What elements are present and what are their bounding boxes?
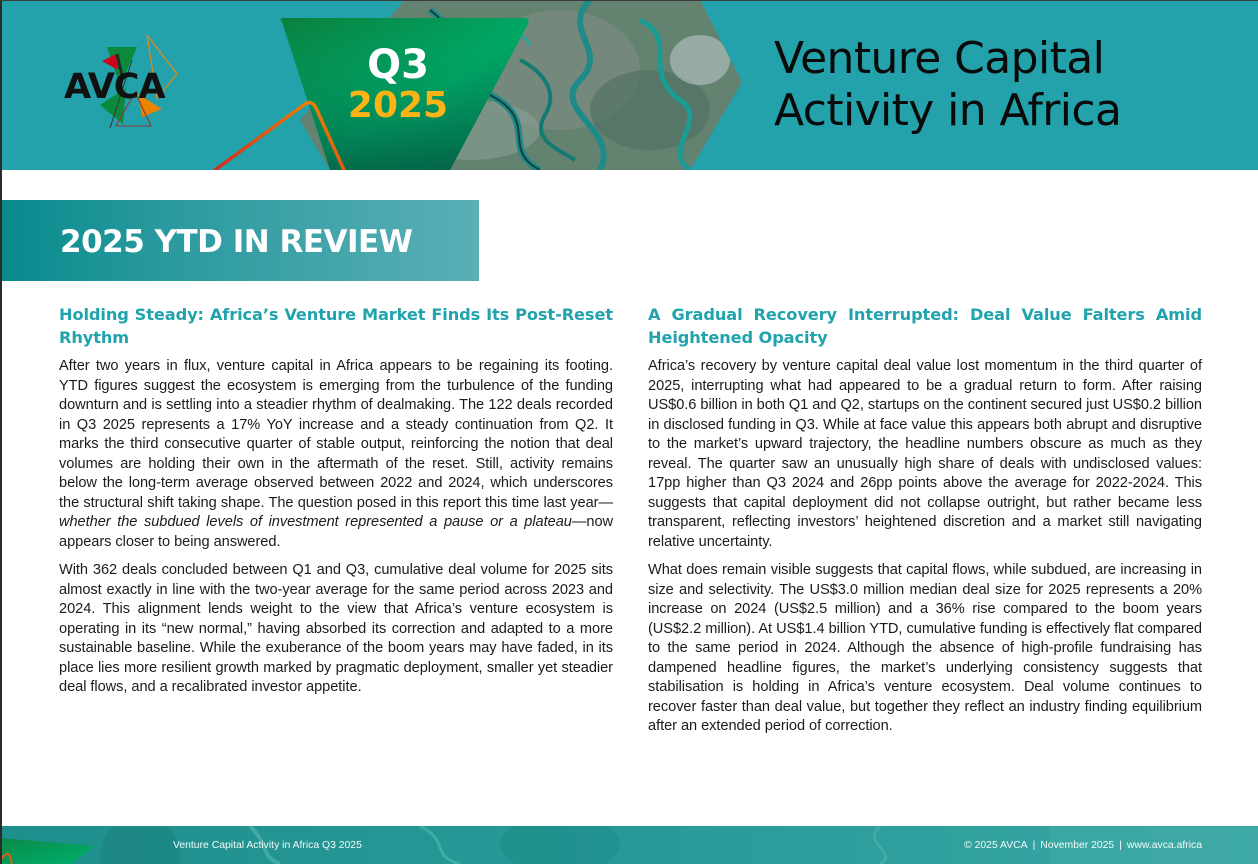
- avca-logo: [60, 34, 190, 130]
- page-edge: [0, 0, 2, 864]
- report-title: [774, 33, 1121, 137]
- footer-date: November 2025: [1040, 840, 1115, 851]
- left-p1-italic: whether the subdued levels of investment represented a pause or a plateau: [59, 514, 572, 530]
- right-paragraph-2: What does remain visible suggests that capital flows, while subdued, are increasing in size and selectivity. The US$3.0 million median deal size for 2025 represents a 20% increase on 2024 (US$2.5 million) and a 36% rise compared to the boom years (US$2.2 million). At US$1.4 billion YTD, cumulative funding is effectively flat compared to the same period in 2024. Although the absence of high-profile fundraising has dampened headline figures, the market’s underlying consistency suggests that stabilisation is holding in Africa’s venture ecosystem. Deal volume continues to recover faster than deal value, but together they reflect an industry finding equilibrium after an extended period of correction.: [648, 562, 1202, 734]
- left-p1-text: After two years in flux, venture capital in Africa appears to be regaining its footing. YTD figures suggest the ecosystem is emerging from the turbulence of the funding downturn and is settling into a steadier rhythm of dealmaking. The 122 deals recorded in Q3 2025 represents a 17% YoY increase and a steady continuation from Q2. It marks the third consecutive quarter of stable output, reinforcing the notion that deal volumes are holding their own in the aftermath of the reset. Still, activity remains below the long-term average observed between 2022 and 2024, which underscores the structural shift taking shape. The question posed in this report this time last year—: [59, 358, 613, 511]
- header-banner: [0, 0, 1258, 170]
- left-paragraph-2: With 362 deals concluded between Q1 and Q3, cumulative deal volume for 2025 sits almost exactly in line with the two-year average for the same period across 2023 and 2024. This alignment lends weight to the view that Africa’s venture ecosystem is operating in its “new normal,” having absorbed its correction and adapted to a more sustainable baseline. While the exuberance of the boom years may have faded, in its place lies more resilient growth marked by pragmatic deployment, smaller yet steadier deal flows, and a recalibrated investor appetite.: [59, 562, 613, 695]
- report-title-line-1: Venture Capital: [774, 33, 1105, 84]
- right-column-heading: A Gradual Recovery Interrupted: Deal Value Falters Amid Heightened Opacity: [648, 305, 1202, 347]
- quarter-label: Q3: [367, 42, 429, 88]
- footer-report-name: Venture Capital Activity in Africa Q3 2025: [173, 840, 362, 851]
- footer-separator: |: [1119, 840, 1122, 851]
- year-label: 2025: [347, 85, 449, 126]
- quarter-badge: [340, 44, 456, 126]
- corner-decoration: [0, 816, 110, 864]
- right-column: [648, 303, 1202, 746]
- left-p1-end: —now appears closer to being answered.: [59, 514, 613, 550]
- footer-copyright: © 2025 AVCA: [964, 840, 1028, 851]
- section-title: 2025 YTD IN REVIEW: [60, 224, 413, 260]
- footer-website-link[interactable]: www.avca.africa: [1126, 840, 1202, 851]
- report-title-line-2: Activity in Africa: [774, 85, 1122, 136]
- left-column: [59, 303, 613, 707]
- page-edge-top: [0, 0, 1258, 1]
- left-column-heading: Holding Steady: Africa’s Venture Market Finds Its Post-Reset Rhythm: [59, 305, 613, 347]
- left-paragraph-1: [59, 357, 613, 552]
- right-paragraph-1: Africa’s recovery by venture capital deal value lost momentum in the third quarter of 2025, interrupting what had appeared to be a gradual return to form. After raising US$0.6 billion in both Q1 and Q2, startups on the continent secured just US$0.2 billion in disclosed funding in Q3. While at face value this appears both abrupt and disruptive to the market’s upward trajectory, the headline numbers obscure as much as they reveal. The quarter saw an unusually high share of deals with undisclosed values: 17pp higher than Q3 2024 and 26pp points above the average for 2022-2024. This suggests that capital deployment did not collapse outright, but rather became less transparent, reflecting investors’ heightened discretion and a market still navigating relative uncertainty.: [648, 358, 1202, 550]
- page-footer: [0, 826, 1258, 864]
- logo-text: AVCA: [64, 67, 165, 107]
- footer-separator: |: [1032, 840, 1036, 851]
- footer-meta: [964, 840, 1202, 851]
